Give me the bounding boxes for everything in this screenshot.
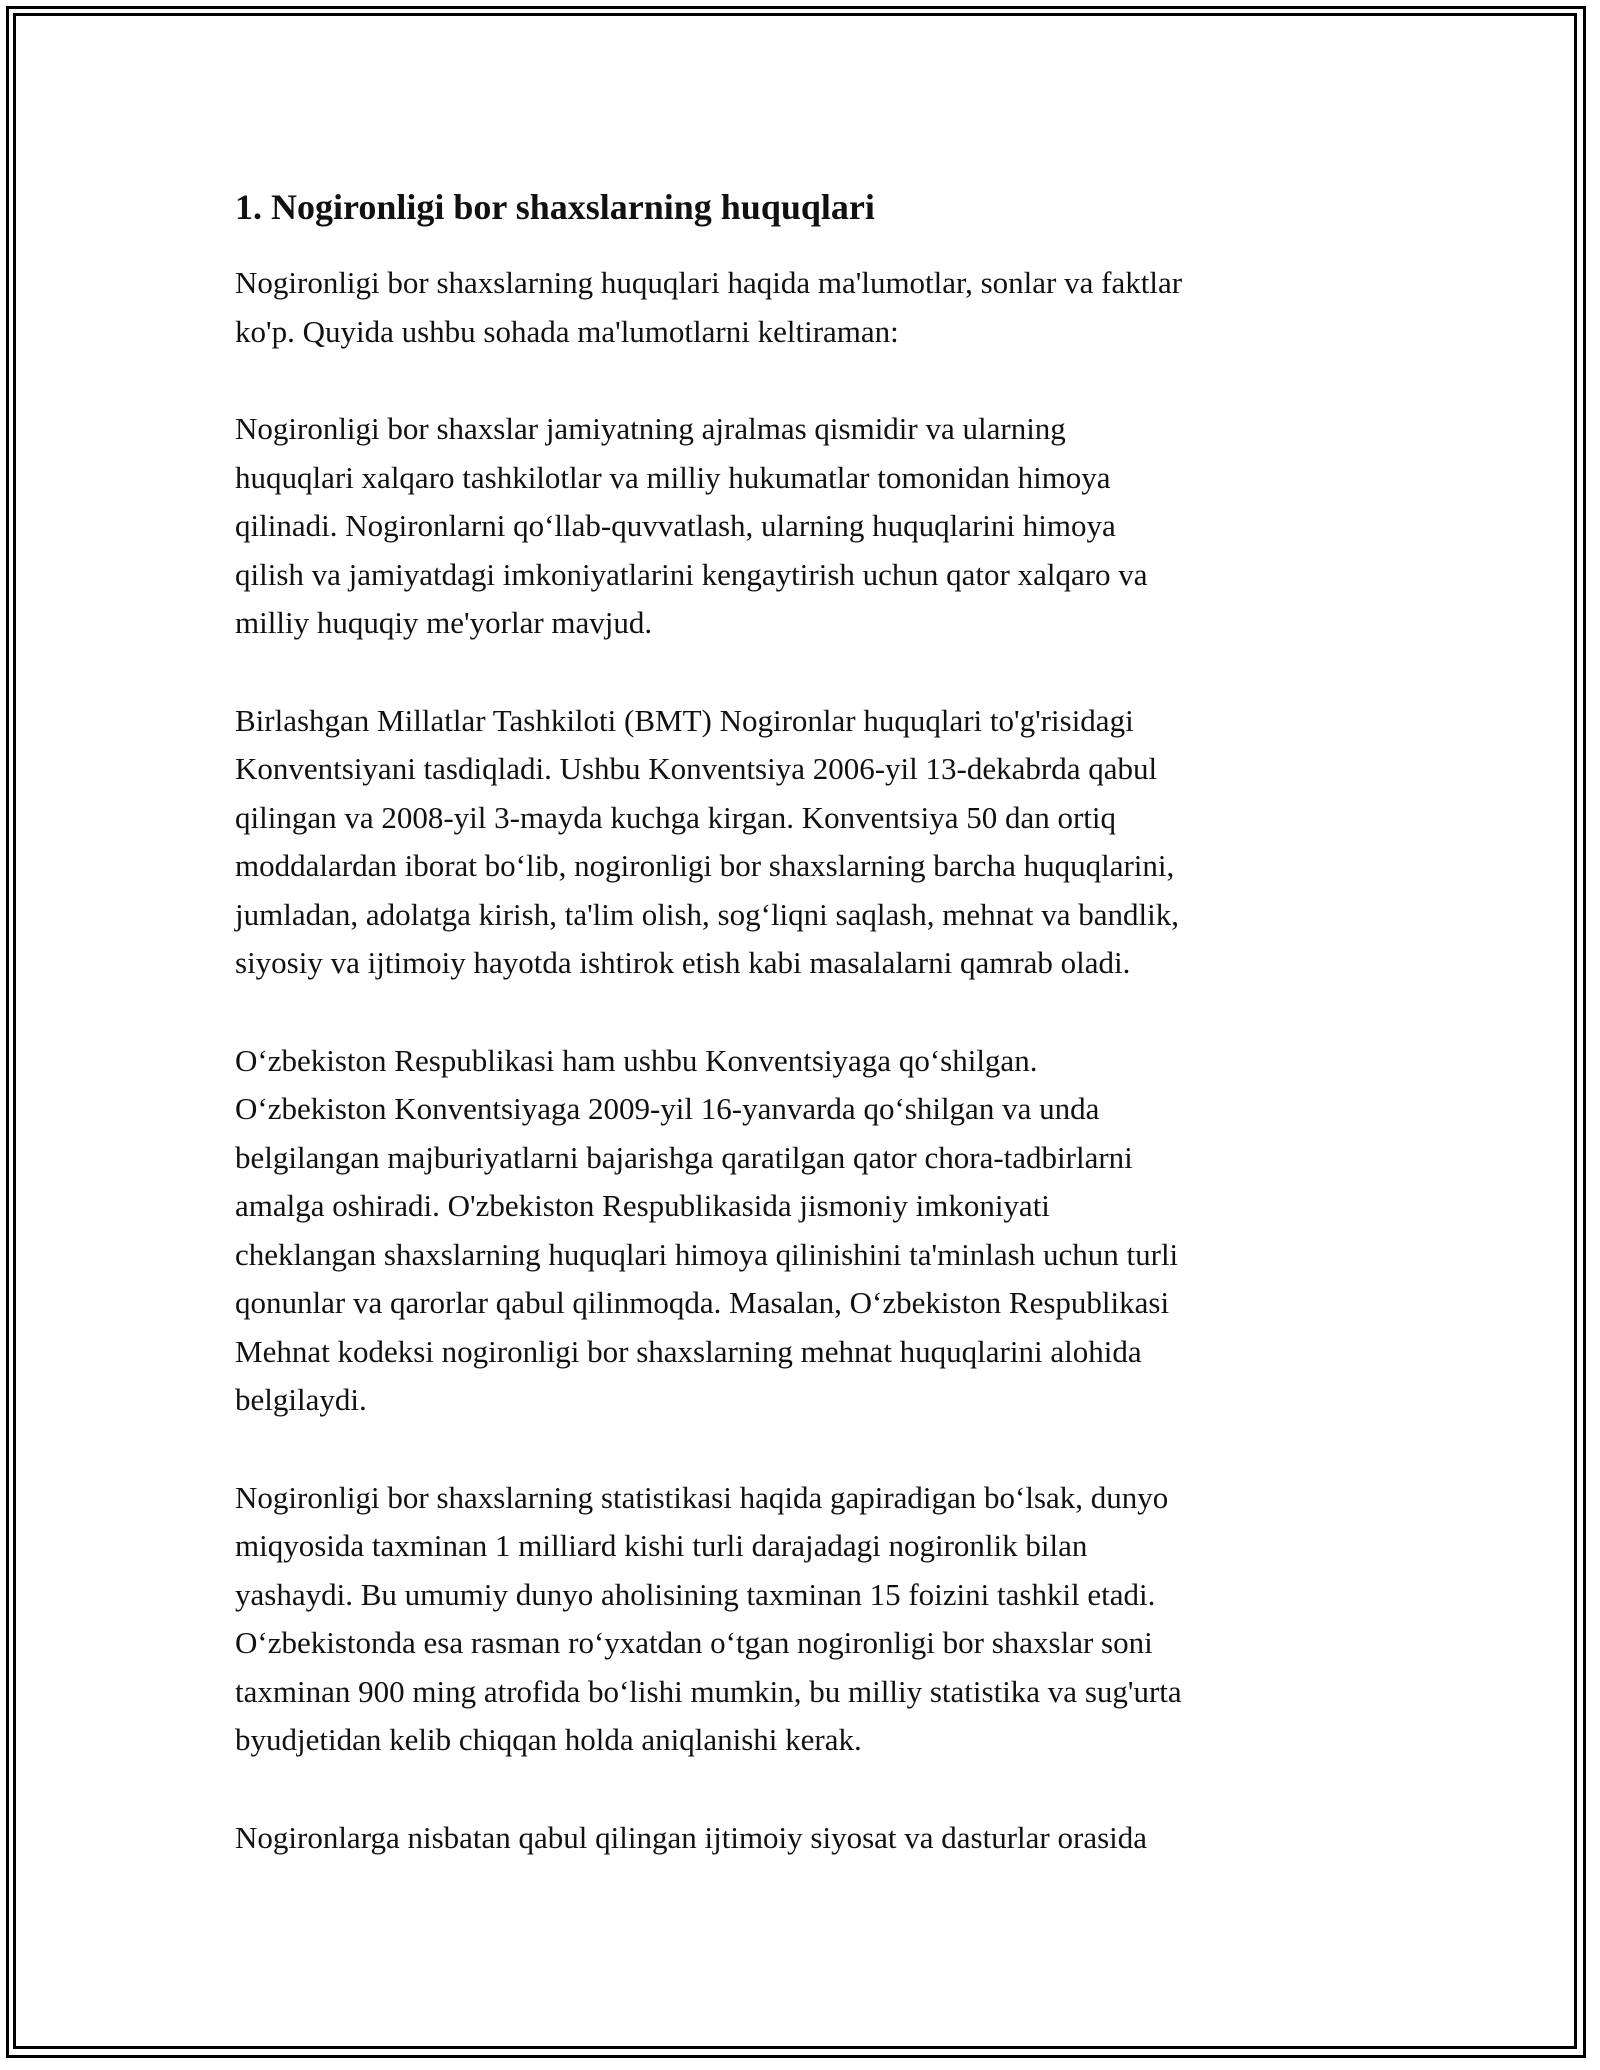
text-line: siyosiy va ijtimoiy hayotda ishtirok etish kabi masalalarni qamrab oladi. — [235, 945, 1131, 980]
text-line: O‘zbekiston Konventsiyaga 2009-yil 16-yanvarda qo‘shilgan va unda — [235, 1091, 1100, 1126]
text-line: Nogironligi bor shaxslarning huquqlari haqida ma'lumotlar, sonlar va faktlar — [235, 265, 1183, 300]
text-line: O‘zbekiston Respublikasi ham ushbu Konventsiyaga qo‘shilgan. — [235, 1042, 1038, 1078]
paragraph-society — [235, 405, 1385, 648]
text-line: Birlashgan Millatlar Tashkiloti (BMT) Nogironlar huquqlari to'g'risidagi — [235, 702, 1134, 738]
text-line: jumladan, adolatga kirish, ta'lim olish, sog‘liqni saqlash, mehnat va bandlik, — [235, 896, 1180, 932]
text-line: Konventsiyani tasdiqladi. Ushbu Konventsiya 2006-yil 13-dekabrda qabul — [235, 751, 1158, 786]
text-line: cheklangan shaxslarning huquqlari himoya qilinishini ta'minlash uchun turli — [235, 1236, 1179, 1272]
text-line: taxminan 900 ming atrofida bo‘lishi mumkin, bu milliy statistika va sug'urta — [235, 1673, 1182, 1709]
document-body — [235, 185, 1385, 1911]
paragraph-statistics — [235, 1474, 1385, 1765]
text-line: qilish va jamiyatdagi imkoniyatlarini kengaytirish uchun qator xalqaro va — [235, 556, 1148, 592]
text-line: milliy huquqiy me'yorlar mavjud. — [235, 605, 653, 640]
text-line: Nogironligi bor shaxslarning statistikasi haqida gapiradigan bo‘lsak, dunyo — [235, 1479, 1169, 1515]
paragraph-uzbekistan — [235, 1037, 1385, 1425]
paragraph-social-policy — [235, 1814, 1385, 1863]
paragraph-intro — [235, 259, 1385, 356]
text-line: qonunlar va qarorlar qabul qilinmoqda. Masalan, O‘zbekiston Respublikasi — [235, 1285, 1170, 1320]
text-line: O‘zbekistonda esa rasman ro‘yxatdan o‘tgan nogironligi bor shaxslar soni — [235, 1625, 1153, 1660]
text-line: belgilaydi. — [235, 1382, 367, 1417]
text-line: huquqlari xalqaro tashkilotlar va milliy hukumatlar tomonidan himoya — [235, 459, 1111, 495]
text-line: byudjetidan kelib chiqqan holda aniqlanishi kerak. — [235, 1722, 862, 1757]
text-line: Nogironligi bor shaxslar jamiyatning ajralmas qismidir va ularning — [235, 411, 1066, 446]
text-line: ko'p. Quyida ushbu sohada ma'lumotlarni keltiraman: — [235, 313, 899, 349]
text-line: belgilangan majburiyatlarni bajarishga qaratilgan qator chora-tadbirlarni — [235, 1139, 1133, 1175]
text-line: qilinadi. Nogironlarni qo‘llab-quvvatlash, ularning huquqlarini himoya — [235, 508, 1116, 543]
text-line: yashaydi. Bu umumiy dunyo aholisining taxminan 15 foizini tashkil etadi. — [235, 1576, 1156, 1612]
text-line: moddalardan iborat bo‘lib, nogironligi bor shaxslarning barcha huquqlarini, — [235, 848, 1175, 883]
text-line: amalga oshiradi. O'zbekiston Respublikasida jismoniy imkoniyati — [235, 1188, 1050, 1223]
text-line: Mehnat kodeksi nogironligi bor shaxslarning mehnat huquqlarini alohida — [235, 1333, 1142, 1369]
text-line: qilingan va 2008-yil 3-mayda kuchga kirgan. Konventsiya 50 dan ortiq — [235, 799, 1117, 835]
text-line: miqyosida taxminan 1 milliard kishi turli darajadagi nogironlik bilan — [235, 1528, 1088, 1563]
document-title: 1. Nogironligi bor shaxslarning huquqlari — [235, 187, 875, 227]
text-line: Nogironlarga nisbatan qabul qilingan ijtimoiy siyosat va dasturlar orasida — [235, 1819, 1148, 1855]
paragraph-un-convention — [235, 697, 1385, 988]
